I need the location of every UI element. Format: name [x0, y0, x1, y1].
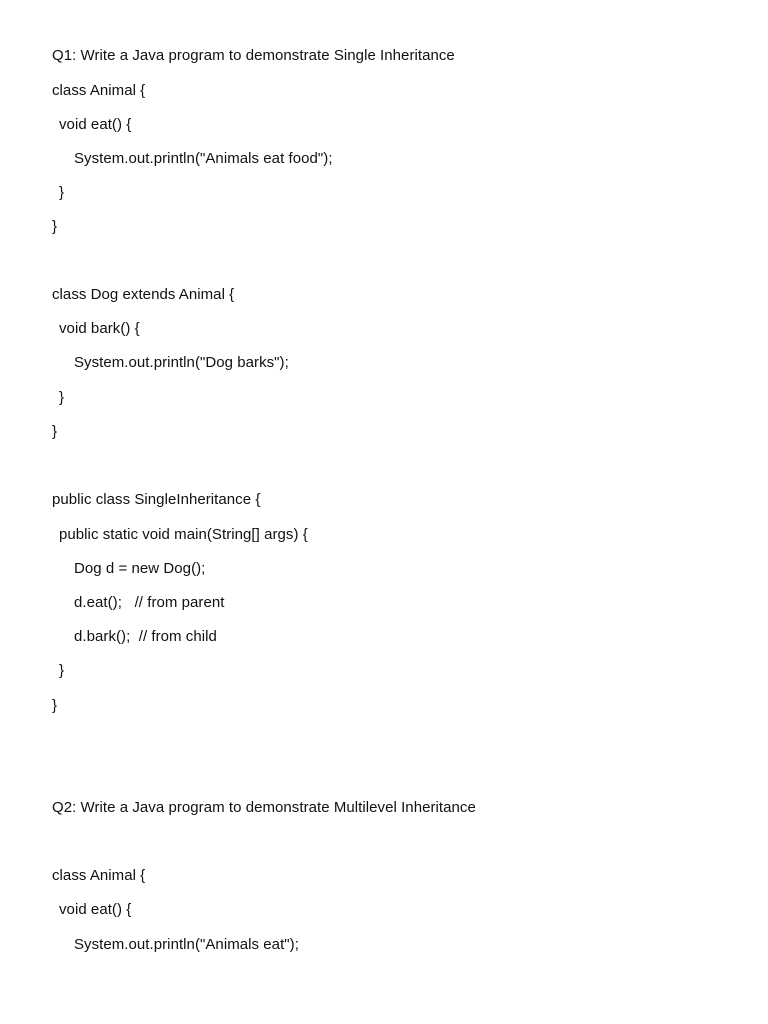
code-line: class Animal { — [52, 867, 146, 884]
q1-heading: Q1: Write a Java program to demonstrate Single Inheritance — [52, 47, 455, 64]
code-line: Dog d = new Dog(); — [74, 560, 206, 577]
code-line: void bark() { — [59, 320, 140, 337]
code-line: } — [52, 218, 58, 235]
code-line: public static void main(String[] args) { — [59, 526, 308, 543]
code-line: class Animal { — [52, 82, 146, 99]
code-line: } — [59, 662, 65, 679]
code-line: } — [52, 697, 58, 714]
q2-heading: Q2: Write a Java program to demonstrate Multilevel Inheritance — [52, 799, 476, 816]
code-line: d.bark(); // from child — [74, 628, 217, 645]
code-line: System.out.println("Animals eat"); — [74, 936, 299, 953]
code-line: System.out.println("Dog barks"); — [74, 354, 289, 371]
code-line: } — [59, 389, 65, 406]
code-line: public class SingleInheritance { — [52, 491, 261, 508]
code-line: } — [52, 423, 58, 440]
code-line: System.out.println("Animals eat food"); — [74, 150, 333, 167]
code-line: d.eat(); // from parent — [74, 594, 225, 611]
code-line: class Dog extends Animal { — [52, 286, 235, 303]
code-line: } — [59, 184, 65, 201]
code-line: void eat() { — [59, 116, 132, 133]
code-line: void eat() { — [59, 901, 132, 918]
